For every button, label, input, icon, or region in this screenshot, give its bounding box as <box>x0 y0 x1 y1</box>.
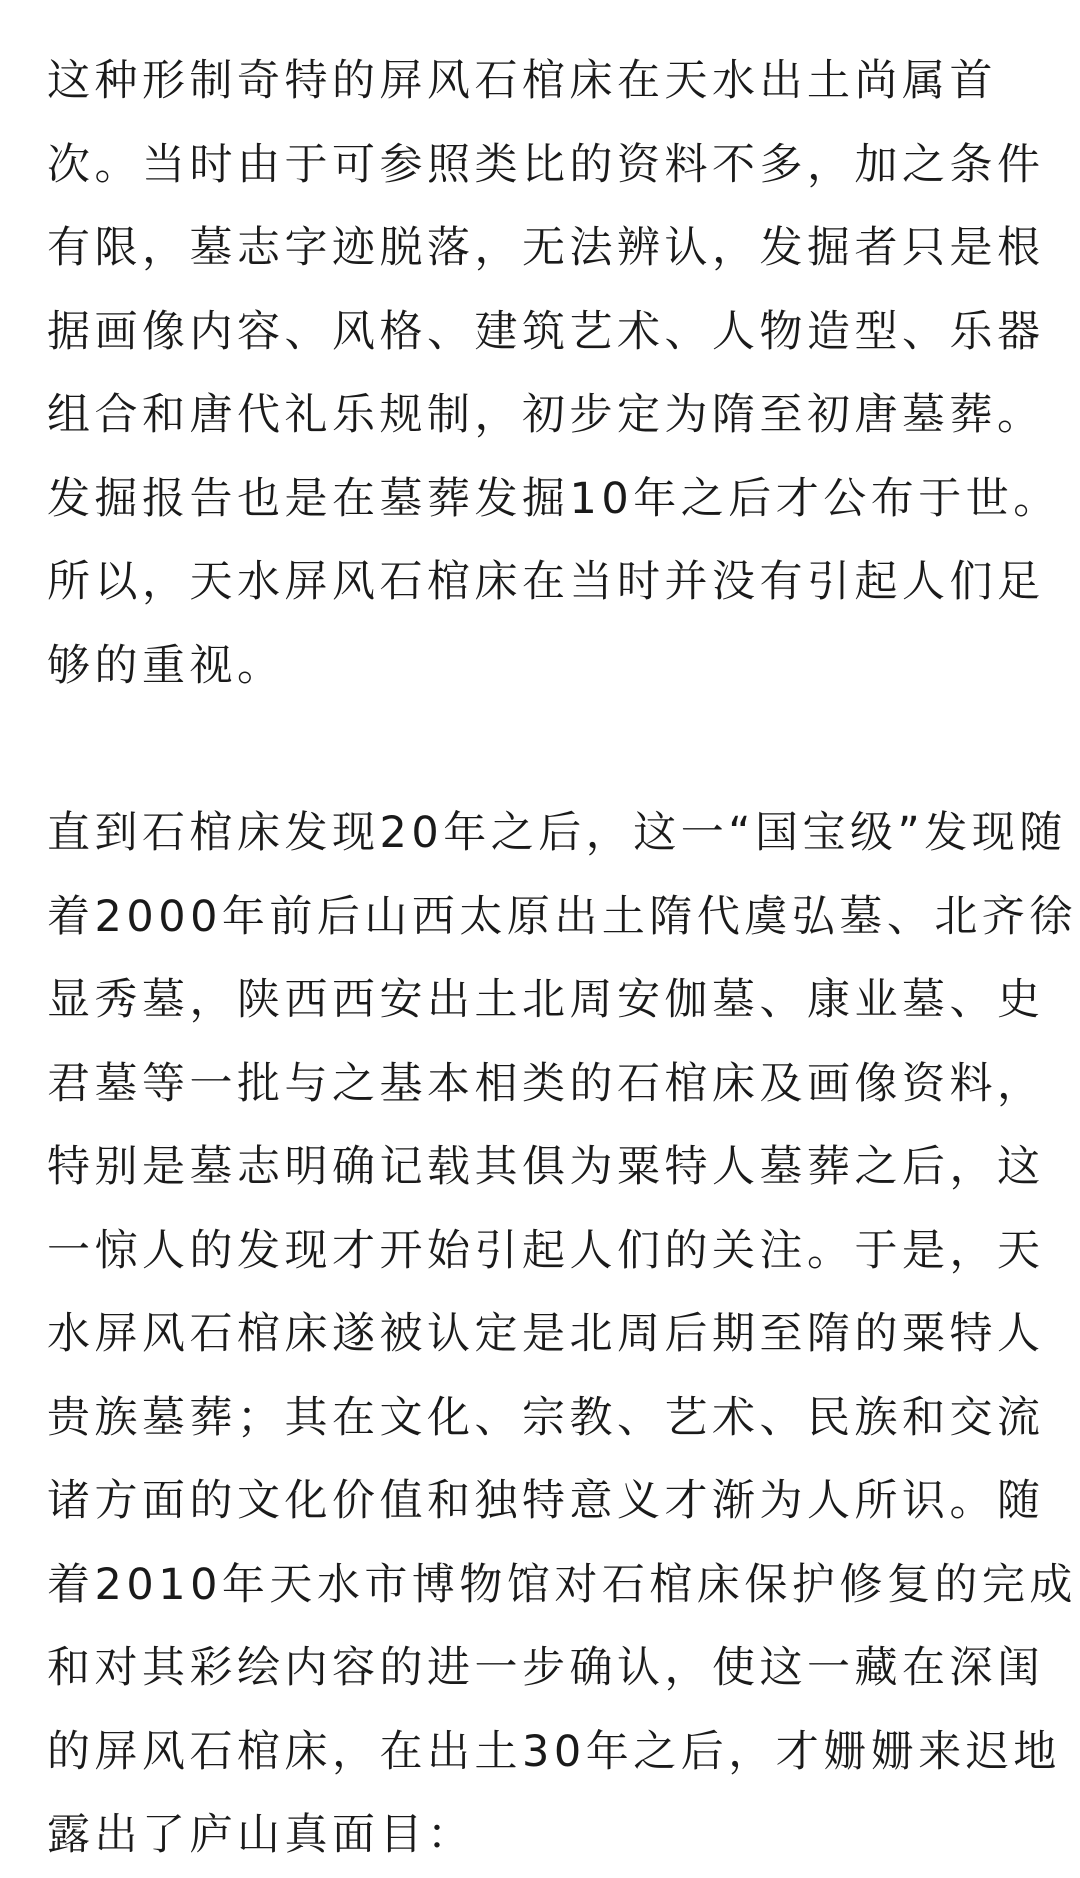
paragraph-2 <box>47 792 1077 1878</box>
text-line: 直到石棺床发现20年之后，这一“国宝级”发现随 <box>47 808 1067 858</box>
text-line: 够的重视。 <box>47 640 285 691</box>
text-line: 君墓等一批与之基本相类的石棺床及画像资料， <box>47 1058 1045 1109</box>
text-line: 次。当时由于可参照类比的资料不多，加之条件 <box>47 139 1045 190</box>
text-line: 显秀墓，陕西西安出土北周安伽墓、康业墓、史 <box>47 975 1045 1025</box>
paragraph-1 <box>47 40 1061 708</box>
text-line: 据画像内容、风格、建筑艺术、人物造型、乐器 <box>47 306 1045 357</box>
text-line: 组合和唐代礼乐规制，初步定为隋至初唐墓葬。 <box>47 390 1045 440</box>
text-line: 着2000年前后山西太原出土隋代虞弘墓、北齐徐 <box>47 891 1077 942</box>
text-line: 所以，天水屏风石棺床在当时并没有引起人们足 <box>47 557 1045 607</box>
text-line: 贵族墓葬；其在文化、宗教、艺术、民族和交流 <box>47 1392 1045 1443</box>
text-line: 露出了庐山真面目： <box>47 1810 475 1860</box>
paragraph-spacer <box>47 708 1037 792</box>
text-line: 一惊人的发现才开始引起人们的关注。于是，天 <box>47 1225 1045 1276</box>
text-line: 发掘报告也是在墓葬发掘10年之后才公布于世。 <box>47 473 1061 524</box>
text-line: 这种形制奇特的屏风石棺床在天水出土尚属首 <box>47 56 997 106</box>
article-body <box>47 40 1077 1878</box>
text-line: 特别是墓志明确记载其俱为粟特人墓葬之后，这 <box>47 1142 1045 1192</box>
text-line: 诸方面的文化价值和独特意义才渐为人所识。随 <box>47 1476 1045 1526</box>
text-line: 着2010年天水市博物馆对石棺床保护修复的完成 <box>47 1559 1077 1610</box>
text-line: 水屏风石棺床遂被认定是北周后期至隋的粟特人 <box>47 1309 1045 1359</box>
text-line: 的屏风石棺床，在出土30年之后，才姗姗来迟地 <box>47 1726 1061 1777</box>
text-line: 有限，墓志字迹脱落，无法辨认，发掘者只是根 <box>47 223 1045 273</box>
text-line: 和对其彩绘内容的进一步确认，使这一藏在深闺 <box>47 1643 1045 1693</box>
